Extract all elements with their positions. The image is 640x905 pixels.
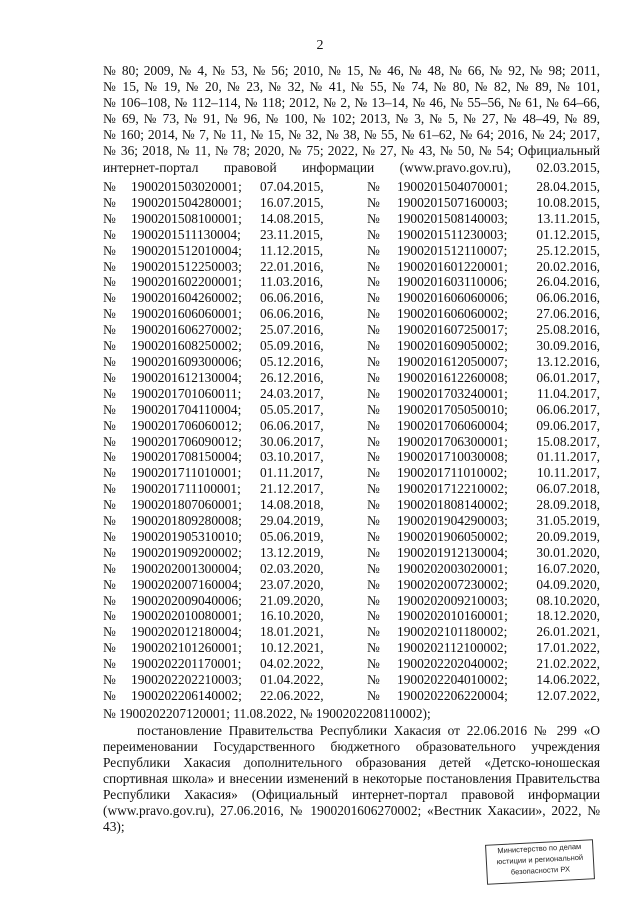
list-row — [103, 386, 600, 402]
publication-date: 14.06.2022, — [536, 672, 600, 688]
publication-date: 09.06.2017, — [536, 417, 600, 433]
publication-date: 22.01.2016, — [260, 258, 324, 274]
publication-date: 06.06.2016, — [536, 290, 600, 306]
publication-date: 08.10.2020, — [536, 592, 600, 608]
number-sign: № — [103, 322, 116, 338]
number-sign: № — [103, 449, 116, 465]
publication-date: 13.12.2016, — [536, 353, 600, 369]
publication-date: 05.09.2016, — [260, 338, 324, 354]
publication-date: 02.03.2020, — [260, 560, 324, 576]
number-sign: № — [367, 640, 380, 656]
list-row — [103, 322, 600, 338]
publication-date: 16.10.2020, — [260, 608, 324, 624]
number-sign: № — [367, 242, 380, 258]
number-sign: № — [103, 560, 116, 576]
number-sign: № — [367, 385, 380, 401]
registration-number: 1900202007230002; — [397, 576, 508, 592]
list-row — [103, 688, 600, 704]
registration-number: 1900201512010004; — [131, 242, 242, 258]
publication-date: 01.11.2017, — [536, 449, 600, 465]
registration-number: 1900201612130004; — [131, 369, 242, 385]
registration-number: 1900201712210002; — [397, 481, 508, 497]
number-sign: № — [103, 369, 116, 385]
number-sign: № — [103, 481, 116, 497]
number-sign: № — [103, 528, 116, 544]
publication-date: 21.02.2022, — [536, 656, 600, 672]
publication-date: 11.04.2017, — [536, 385, 600, 401]
registration-number: 1900201612050007; — [397, 353, 508, 369]
number-sign: № — [103, 640, 116, 656]
publication-date: 21.12.2017, — [260, 481, 324, 497]
number-sign: № — [103, 576, 116, 592]
registration-number: 1900201711100001; — [131, 481, 241, 497]
number-sign: № — [103, 226, 116, 242]
number-sign: № — [103, 338, 116, 354]
publication-date: 10.08.2015, — [536, 194, 600, 210]
registration-number: 1900202204010002; — [397, 672, 508, 688]
publication-date: 31.05.2019, — [536, 513, 600, 529]
registration-number: 1900201909200002; — [131, 544, 242, 560]
number-sign: № — [367, 481, 380, 497]
registration-numbers-list — [103, 179, 600, 704]
number-sign: № — [367, 226, 380, 242]
number-sign: № — [367, 544, 380, 560]
publication-date: 28.04.2015, — [536, 179, 600, 194]
number-sign: № — [103, 258, 116, 274]
page-number: 2 — [316, 38, 324, 53]
registration-number: 1900202202210003; — [131, 672, 242, 688]
publication-date: 16.07.2020, — [536, 560, 600, 576]
stamp-line-1: Министерство по делам — [497, 841, 582, 856]
number-sign: № — [103, 242, 116, 258]
registration-number: 1900202112100002; — [397, 640, 508, 656]
registration-number: 1900201704110004; — [131, 401, 242, 417]
list-row — [103, 306, 600, 322]
stamp-line-3: безопасности РХ — [510, 864, 571, 877]
number-sign: № — [103, 401, 116, 417]
registration-number: 1900201706060004; — [397, 417, 508, 433]
number-sign: № — [103, 417, 116, 433]
number-sign: № — [367, 656, 380, 672]
number-sign: № — [103, 465, 116, 481]
publication-date: 01.12.2015, — [536, 226, 600, 242]
number-sign: № — [367, 672, 380, 688]
registration-number: 1900201511230003; — [397, 226, 508, 242]
registration-number: 1900201508100001; — [131, 210, 242, 226]
registration-number: 1900202201170001; — [131, 656, 242, 672]
publication-date: 30.09.2016, — [536, 338, 600, 354]
registration-number: 1900201604260002; — [131, 290, 242, 306]
number-sign: № — [103, 274, 116, 290]
number-sign: № — [103, 210, 116, 226]
list-row — [103, 434, 600, 450]
number-sign: № — [103, 624, 116, 640]
registration-number: 1900202206220004; — [397, 688, 508, 703]
registration-number: 1900201606060006; — [397, 290, 508, 306]
number-sign: № — [103, 179, 116, 194]
registration-number: 1900201511130004; — [131, 226, 241, 242]
registration-number: 1900201912130004; — [397, 544, 508, 560]
resolution-paragraph: постановление Правительства Республики Хакасия от 22.06.2016 № 299 «О переименовании Государственного бюджетного образовательного учреждения Республики Хакасия дополнительного образования детей «Детско-юношеская спортивная школа» и внесении изменений в некоторые постановления Правительства Республики Хакасия» (Официальный интернет-портал правовой информации (www.pravo.gov.ru), 27.06.2016, № 1900201606270002; «Вестник Хакасии», 2022, № 43); — [103, 723, 600, 835]
registration-number: 1900201607250017; — [397, 322, 508, 338]
list-row — [103, 529, 600, 545]
intro-line: № 69, № 73, № 91, № 96, № 100, № 102; 2013, № 3, № 5, № 27, № 48–49, № 89, — [103, 111, 600, 127]
number-sign: № — [367, 624, 380, 640]
number-sign: № — [103, 672, 116, 688]
registration-number: 1900201503020001; — [131, 179, 242, 194]
registration-number: 1900201606060001; — [131, 306, 242, 322]
list-row — [103, 259, 600, 275]
registration-number: 1900202007160004; — [131, 576, 242, 592]
list-row — [103, 290, 600, 306]
publication-date: 06.06.2016, — [260, 290, 324, 306]
registration-number: 1900201507160003; — [397, 194, 508, 210]
list-row — [103, 227, 600, 243]
publication-date: 06.06.2017, — [536, 401, 600, 417]
registration-number: 1900201705050010; — [397, 401, 508, 417]
number-sign: № — [103, 656, 116, 672]
intro-text-block — [103, 63, 600, 176]
publication-date: 17.01.2022, — [536, 640, 600, 656]
publication-date: 26.12.2016, — [260, 369, 324, 385]
number-sign: № — [367, 608, 380, 624]
list-row — [103, 338, 600, 354]
list-row — [103, 370, 600, 386]
number-sign: № — [367, 179, 380, 194]
number-sign: № — [103, 194, 116, 210]
registration-number: 1900202101260001; — [131, 640, 242, 656]
publication-date: 07.04.2015, — [260, 179, 324, 194]
registration-number: 1900201612260008; — [397, 369, 508, 385]
number-sign: № — [367, 497, 380, 513]
registration-number: 1900202009040006; — [131, 592, 242, 608]
list-row — [103, 195, 600, 211]
list-row — [103, 608, 600, 624]
number-sign: № — [103, 688, 116, 703]
list-row — [103, 497, 600, 513]
publication-date: 18.01.2021, — [260, 624, 324, 640]
intro-line: № 15, № 19, № 20, № 23, № 32, № 41, № 55, № 74, № 80, № 82, № 89, № 101, — [103, 79, 600, 95]
registration-number: 1900201906050002; — [397, 528, 508, 544]
registration-number: 1900201508140003; — [397, 210, 508, 226]
registration-number: 1900201603110006; — [397, 274, 508, 290]
publication-date: 12.07.2022, — [536, 688, 600, 703]
intro-line: № 36; 2018, № 11, № 78; 2020, № 75; 2022, № 27, № 43, № 50, № 54; Официальный — [103, 143, 600, 159]
publication-date: 06.06.2017, — [260, 417, 324, 433]
registration-number: 1900201512250003; — [131, 258, 242, 274]
registration-number: 1900201706060012; — [131, 417, 242, 433]
registration-number: 1900202009210003; — [397, 592, 508, 608]
stamp-line-2: юстиции и региональной — [496, 852, 584, 867]
publication-date: 13.11.2015, — [536, 210, 600, 226]
list-row — [103, 545, 600, 561]
publication-date: 25.08.2016, — [536, 322, 600, 338]
number-sign: № — [367, 274, 380, 290]
number-sign: № — [367, 401, 380, 417]
registration-number: 1900202010160001; — [397, 608, 508, 624]
list-row — [103, 354, 600, 370]
number-sign: № — [367, 576, 380, 592]
publication-date: 22.06.2022, — [260, 688, 324, 703]
publication-date: 14.08.2018, — [260, 497, 324, 513]
number-sign: № — [367, 369, 380, 385]
publication-date: 04.02.2022, — [260, 656, 324, 672]
publication-date: 20.02.2016, — [536, 258, 600, 274]
publication-date: 30.01.2020, — [536, 544, 600, 560]
publication-date: 10.11.2017, — [536, 465, 600, 481]
publication-date: 01.04.2022, — [260, 672, 324, 688]
list-row — [103, 465, 600, 481]
number-sign: № — [103, 385, 116, 401]
registration-number: 1900201710030008; — [397, 449, 508, 465]
number-sign: № — [103, 433, 116, 449]
publication-date: 18.12.2020, — [536, 608, 600, 624]
number-sign: № — [103, 353, 116, 369]
list-row — [103, 640, 600, 656]
registration-number: 1900202101180002; — [397, 624, 508, 640]
number-sign: № — [367, 560, 380, 576]
publication-date: 20.09.2019, — [536, 528, 600, 544]
number-sign: № — [367, 322, 380, 338]
publication-date: 06.06.2016, — [260, 306, 324, 322]
publication-date: 01.11.2017, — [260, 465, 324, 481]
intro-line: № 106–108, № 112–114, № 118; 2012, № 2, № 13–14, № 46, № 55–56, № 61, № 64–66, — [103, 95, 600, 111]
publication-date: 28.09.2018, — [536, 497, 600, 513]
number-sign: № — [367, 194, 380, 210]
publication-date: 21.09.2020, — [260, 592, 324, 608]
registration-number: 1900201504280001; — [131, 194, 242, 210]
intro-line: интернет-портал правовой информации (www.pravo.gov.ru), 02.03.2015, — [103, 159, 600, 175]
number-sign: № — [367, 210, 380, 226]
registration-number: 1900201609300006; — [131, 353, 242, 369]
number-sign: № — [103, 544, 116, 560]
publication-date: 11.12.2015, — [260, 242, 324, 258]
publication-date: 05.05.2017, — [260, 401, 324, 417]
registration-number: 1900201711010001; — [131, 465, 242, 481]
registration-number: 1900201703240001; — [397, 385, 508, 401]
registration-number: 1900201809280008; — [131, 513, 242, 529]
list-row — [103, 211, 600, 227]
registration-number: 1900201711010002; — [397, 465, 508, 481]
publication-date: 06.01.2017, — [536, 369, 600, 385]
publication-date: 11.03.2016, — [260, 274, 324, 290]
registration-number: 1900202206140002; — [131, 688, 242, 703]
number-sign: № — [103, 290, 116, 306]
number-sign: № — [103, 513, 116, 529]
number-sign: № — [367, 592, 380, 608]
number-sign: № — [367, 338, 380, 354]
number-sign: № — [367, 290, 380, 306]
intro-line: № 160; 2014, № 7, № 11, № 15, № 32, № 38, № 55, № 61–62, № 64; 2016, № 24; 2017, — [103, 127, 600, 143]
registration-number: 1900201706300001; — [397, 433, 508, 449]
publication-date: 25.07.2016, — [260, 322, 324, 338]
registration-number: 1900202003020001; — [397, 560, 508, 576]
number-sign: № — [367, 258, 380, 274]
list-row — [103, 593, 600, 609]
number-sign: № — [367, 688, 380, 703]
list-row — [103, 624, 600, 640]
number-sign: № — [367, 306, 380, 322]
list-row — [103, 418, 600, 434]
publication-date: 06.07.2018, — [536, 481, 600, 497]
publication-date: 23.11.2015, — [260, 226, 324, 242]
publication-date: 29.04.2019, — [260, 513, 324, 529]
registration-number: 1900202012180004; — [131, 624, 242, 640]
publication-date: 03.10.2017, — [260, 449, 324, 465]
registration-number: 1900201608250002; — [131, 338, 242, 354]
list-row — [103, 243, 600, 259]
number-sign: № — [367, 433, 380, 449]
publication-date: 26.01.2021, — [536, 624, 600, 640]
list-row — [103, 672, 600, 688]
number-sign: № — [103, 608, 116, 624]
publication-date: 05.06.2019, — [260, 528, 324, 544]
registration-number: 1900202010080001; — [131, 608, 242, 624]
publication-date: 10.12.2021, — [260, 640, 324, 656]
number-sign: № — [367, 417, 380, 433]
registration-number: 1900202001300004; — [131, 560, 242, 576]
registration-number: 1900201606270002; — [131, 322, 242, 338]
publication-date: 16.07.2015, — [260, 194, 324, 210]
registration-number: 1900201609050002; — [397, 338, 508, 354]
registration-number: 1900201708150004; — [131, 449, 242, 465]
publication-date: 30.06.2017, — [260, 433, 324, 449]
publication-date: 27.06.2016, — [536, 306, 600, 322]
number-sign: № — [367, 513, 380, 529]
number-sign: № — [367, 353, 380, 369]
publication-date: 14.08.2015, — [260, 210, 324, 226]
list-row — [103, 402, 600, 418]
registration-number: 1900201904290003; — [397, 513, 508, 529]
publication-date: 04.09.2020, — [536, 576, 600, 592]
registration-number: 1900201706090012; — [131, 433, 242, 449]
publication-date: 13.12.2019, — [260, 544, 324, 560]
number-sign: № — [367, 465, 380, 481]
publication-date: 24.03.2017, — [260, 385, 324, 401]
list-closing-line: № 1900202207120001; 11.08.2022, № 1900202208110002); — [103, 706, 431, 721]
number-sign: № — [103, 306, 116, 322]
list-row — [103, 513, 600, 529]
number-sign: № — [103, 592, 116, 608]
list-row — [103, 179, 600, 195]
ministry-stamp — [485, 839, 595, 885]
registration-number: 1900201808140002; — [397, 497, 508, 513]
list-row — [103, 561, 600, 577]
publication-date: 15.08.2017, — [536, 433, 600, 449]
intro-line: № 80; 2009, № 4, № 53, № 56; 2010, № 15, № 46, № 48, № 66, № 92, № 98; 2011, — [103, 63, 600, 78]
registration-number: 1900201512110007; — [397, 242, 508, 258]
list-row — [103, 577, 600, 593]
publication-date: 23.07.2020, — [260, 576, 324, 592]
registration-number: 1900202202040002; — [397, 656, 508, 672]
number-sign: № — [367, 528, 380, 544]
publication-date: 05.12.2016, — [260, 353, 324, 369]
registration-number: 1900201601220001; — [397, 258, 508, 274]
registration-number: 1900201701060011; — [131, 385, 242, 401]
number-sign: № — [367, 449, 380, 465]
list-row — [103, 481, 600, 497]
registration-number: 1900201602200001; — [131, 274, 242, 290]
registration-number: 1900201905310010; — [131, 528, 242, 544]
list-row — [103, 656, 600, 672]
publication-date: 26.04.2016, — [536, 274, 600, 290]
list-row — [103, 449, 600, 465]
list-row — [103, 274, 600, 290]
publication-date: 25.12.2015, — [536, 242, 600, 258]
registration-number: 1900201504070001; — [397, 179, 508, 194]
number-sign: № — [103, 497, 116, 513]
registration-number: 1900201807060001; — [131, 497, 242, 513]
registration-number: 1900201606060002; — [397, 306, 508, 322]
